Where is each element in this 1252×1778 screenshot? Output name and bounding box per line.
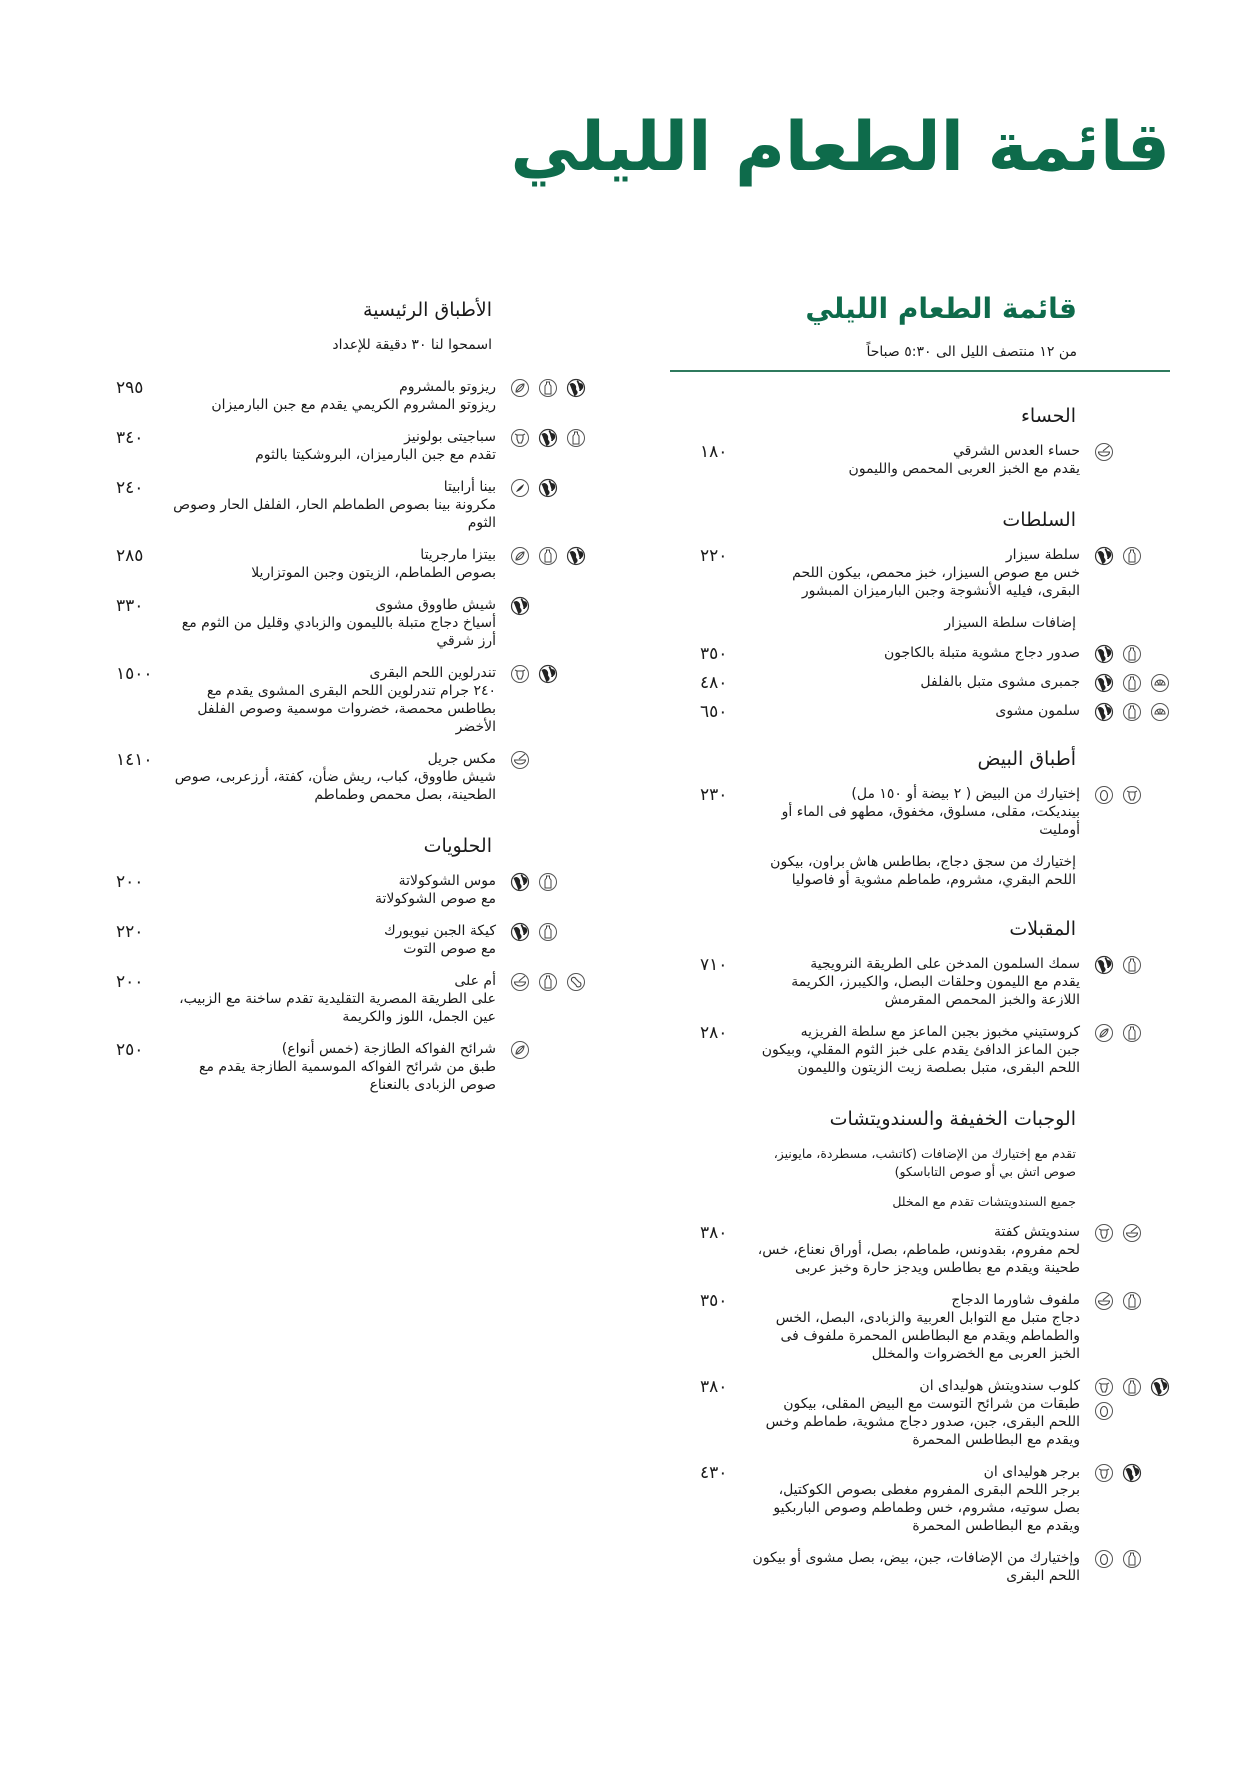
menu-item-text — [166, 972, 496, 1026]
menu-item-description: برجر اللحم البقرى المفروم مغطى بصوص الكوكتيل، بصل سوتيه، مشروم، خس وطماطم وصوص الباربكيو ويقدم مع البطاطس المحمرة — [773, 1482, 1080, 1534]
menu-item — [700, 644, 1180, 664]
menu-item — [700, 702, 1180, 722]
globe-icon — [510, 596, 530, 616]
bottle-icon — [1122, 955, 1142, 975]
menu-item-name: سلمون مشوى — [995, 703, 1080, 719]
menu-item-text — [166, 750, 496, 804]
globe-icon — [1094, 673, 1114, 693]
dietary-icons — [510, 1040, 600, 1060]
globe-icon — [566, 546, 586, 566]
globe-icon — [538, 428, 558, 448]
bowl-icon — [510, 750, 530, 770]
dietary-icons — [510, 378, 600, 398]
section-heading: الأطباق الرئيسية — [363, 299, 492, 321]
dietary-icons — [1094, 673, 1184, 693]
menu-item-price: ٣٣٠ — [116, 596, 144, 616]
menu-item-text — [750, 546, 1080, 600]
menu-item-name: كلوب سندويتش هوليداى ان — [919, 1378, 1080, 1394]
bottle-icon — [1122, 702, 1142, 722]
menu-item-name: سندويتش كفتة — [994, 1224, 1080, 1240]
globe-icon — [510, 872, 530, 892]
peanut-icon — [566, 972, 586, 992]
menu-item-name: جمبرى مشوى متبل بالفلفل — [920, 674, 1080, 690]
globe-icon — [1094, 955, 1114, 975]
bottle-icon — [538, 546, 558, 566]
menu-item-text — [166, 546, 496, 582]
menu-item-price: ٢٨٠ — [700, 1023, 728, 1043]
dietary-icons — [1094, 702, 1184, 722]
shell-icon — [1150, 702, 1170, 722]
dietary-icons — [1094, 1023, 1184, 1043]
left-column — [116, 282, 596, 1108]
menu-item-text — [166, 922, 496, 958]
globe-icon — [1094, 546, 1114, 566]
leaf-icon — [510, 378, 530, 398]
globe-icon — [1122, 1463, 1142, 1483]
menu-item — [700, 1223, 1180, 1277]
menu-item-price: ١٨٠ — [700, 442, 728, 462]
bottle-icon — [1122, 673, 1142, 693]
cow-icon — [510, 664, 530, 684]
section-note: جميع السندويتشات تقدم مع المخلل — [892, 1194, 1076, 1209]
prep-time-note: اسمحوا لنا ٣٠ دقيقة للإعداد — [332, 337, 492, 353]
bottle-icon — [538, 922, 558, 942]
menu-item-text — [750, 673, 1080, 691]
menu-item-price: ٢٩٥ — [116, 378, 144, 398]
dietary-icons — [1094, 785, 1184, 805]
menu-item-text — [750, 442, 1080, 478]
section-note: إختيارك من سجق دجاج، بطاطس هاش براون، بيكون اللحم البقري، مشروم، طماطم مشوية أو فاصوليا — [770, 854, 1076, 888]
menu-item-name: سلطة سيزار — [1005, 547, 1080, 563]
menu-item-description: مع صوص الشوكولاتة — [374, 891, 496, 907]
bottle-icon — [566, 428, 586, 448]
menu-item — [700, 1377, 1180, 1449]
dietary-icons — [510, 750, 600, 770]
cow-icon — [510, 428, 530, 448]
menu-item-name: سباجيتى بولونيز — [404, 429, 496, 445]
menu-item — [116, 596, 596, 650]
menu-item-text — [166, 596, 496, 650]
menu-item-price: ٢٠٠ — [116, 872, 144, 892]
menu-item-description: طبقات من شرائح التوست مع البيض المقلى، بيكون اللحم البقرى، جبن، صدور دجاج مشوية، طماطم وخس ويقدم مع البطاطس المحمرة — [765, 1396, 1080, 1448]
dietary-icons — [510, 664, 600, 684]
hours-subtitle: من ١٢ منتصف الليل الى ٥:٣٠ صباحاً — [866, 344, 1077, 360]
menu-item — [700, 1023, 1180, 1077]
menu-item-name: صدور دجاج مشوية متبلة بالكاجون — [883, 645, 1080, 661]
globe-icon — [1150, 1377, 1170, 1397]
leaf-icon — [510, 1040, 530, 1060]
menu-item-name: برجر هوليداى ان — [983, 1464, 1080, 1480]
menu-item — [700, 785, 1180, 839]
dietary-icons — [510, 972, 600, 992]
menu-item-price: ٢٣٠ — [700, 785, 728, 805]
menu-item-price: ٣٨٠ — [700, 1223, 728, 1243]
menu-item-name: أم على — [454, 973, 496, 989]
bottle-icon — [538, 972, 558, 992]
menu-item-name: شيش طاووق مشوى — [375, 597, 496, 613]
menu-item-name: بينا أرابيتا — [443, 479, 496, 495]
menu-item-description: على الطريقة المصرية التقليدية تقدم ساخنة مع الزبيب، عين الجمل، اللوز والكريمة — [179, 991, 496, 1025]
menu-item — [700, 546, 1180, 600]
menu-item-name: مكس جريل — [427, 751, 496, 767]
bowl-icon — [1122, 1223, 1142, 1243]
menu-item-name: شرائح الفواكه الطازجة (خمس أنواع) — [281, 1041, 496, 1057]
dietary-icons — [510, 596, 600, 616]
menu-item-text — [166, 378, 496, 414]
menu-item-name: كروستيني مخبوز بجبن الماعز مع سلطة الفريزيه — [800, 1024, 1080, 1040]
globe-icon — [538, 478, 558, 498]
menu-item — [116, 750, 596, 804]
section-title: قائمة الطعام الليلي — [805, 292, 1077, 325]
menu-item-price: ٤٣٠ — [700, 1463, 728, 1483]
menu-item-text — [750, 1023, 1080, 1077]
menu-item-text — [750, 1291, 1080, 1363]
menu-item-text — [750, 1223, 1080, 1277]
menu-item-description: يقدم مع الليمون وحلقات البصل، والكيبرز، الكريمة اللازعة والخبز المحمص المقرمش — [791, 974, 1080, 1008]
chili-icon — [510, 478, 530, 498]
page-title: قائمة الطعام الليلي — [510, 108, 1170, 187]
menu-item-text — [166, 1040, 496, 1094]
menu-item-description: لحم مفروم، بقدونس، طماطم، بصل، أوراق نعناع، خس، طحينة ويقدم مع بطاطس ويدجز حارة وخبز عربى — [757, 1242, 1080, 1276]
menu-item-description: تقدم مع جبن البارميزان، البروشكيتا بالثوم — [255, 447, 496, 463]
menu-item-text — [750, 785, 1080, 839]
menu-item — [116, 872, 596, 908]
menu-item — [700, 1549, 1180, 1585]
menu-item-description: بصوص الطماطم، الزيتون وجبن الموتزاريلا — [251, 565, 496, 581]
menu-item-text — [166, 428, 496, 464]
menu-item-description: ٢٤٠ جرام تندرلوين اللحم البقرى المشوى يقدم مع بطاطس محمصة، خضروات موسمية وصوص الفلفل الأخضر — [197, 683, 496, 735]
menu-item-price: ٢٥٠ — [116, 1040, 144, 1060]
menu-item-price: ٢٢٠ — [116, 922, 144, 942]
dietary-icons — [1094, 955, 1184, 975]
menu-item-description: طبق من شرائح الفواكه الموسمية الطازجة يقدم مع صوص الزبادى بالنعناع — [199, 1059, 496, 1093]
bottle-icon — [538, 872, 558, 892]
bottle-icon — [1122, 1549, 1142, 1569]
menu-item-text — [750, 1549, 1080, 1585]
leaf-icon — [510, 546, 530, 566]
menu-item-price: ٣٥٠ — [700, 644, 728, 664]
section-heading: الحساء — [1020, 405, 1076, 427]
menu-item-name: وإختيارك من الإضافات، جبن، بيض، بصل مشوى أو بيكون اللحم البقرى — [752, 1550, 1080, 1584]
menu-item-text — [750, 644, 1080, 662]
menu-item-description: ريزوتو المشروم الكريمي يقدم مع جبن البارميزان — [211, 397, 496, 413]
section-heading: أطباق البيض — [977, 748, 1076, 770]
menu-item-text — [750, 702, 1080, 720]
egg-icon — [1094, 785, 1114, 805]
menu-item-price: ٣٤٠ — [116, 428, 144, 448]
menu-item-name: ملفوف شاورما الدجاج — [951, 1292, 1080, 1308]
menu-item-price: ١٥٠٠ — [116, 664, 153, 684]
menu-item-text — [750, 955, 1080, 1009]
menu-item — [700, 442, 1180, 478]
dietary-icons — [1094, 1463, 1184, 1483]
menu-item-price: ٣٥٠ — [700, 1291, 728, 1311]
menu-item-name: موس الشوكولاتة — [398, 873, 496, 889]
dietary-icons — [1094, 442, 1184, 462]
menu-item-price: ٧١٠ — [700, 955, 728, 975]
menu-item-description: شيش طاووق، كباب، ريش ضأن، كفتة، أرزعربى، صوص الطحينة، بصل محمص وطماطم — [174, 769, 496, 803]
divider — [670, 370, 1170, 372]
bottle-icon — [1122, 644, 1142, 664]
cow-icon — [1094, 1463, 1114, 1483]
globe-icon — [1094, 644, 1114, 664]
menu-item-text — [166, 478, 496, 532]
menu-item — [116, 972, 596, 1026]
dietary-icons — [1094, 546, 1184, 566]
bowl-icon — [1094, 1291, 1114, 1311]
menu-item — [116, 478, 596, 532]
menu-item-description: يقدم مع الخبز العربى المحمص والليمون — [848, 461, 1080, 477]
menu-item-price: ١٤١٠ — [116, 750, 153, 770]
menu-item-text — [166, 664, 496, 736]
bottle-icon — [1122, 1291, 1142, 1311]
cow-icon — [1122, 785, 1142, 805]
dietary-icons — [1094, 1223, 1184, 1243]
menu-item — [700, 673, 1180, 693]
bottle-icon — [1122, 1023, 1142, 1043]
menu-item — [116, 664, 596, 736]
menu-item-name: إختيارك من البيض ( ٢ بيضة أو ١٥٠ مل) — [851, 786, 1080, 802]
section-heading: السلطات — [1002, 509, 1076, 531]
menu-item — [700, 1463, 1180, 1535]
menu-item-description: خس مع صوص السيزار، خبز محمص، بيكون اللحم البقرى، فيليه الأنشوجة وجبن البارميزان المبشور — [792, 565, 1080, 599]
right-column — [700, 388, 1180, 1594]
menu-item-name: كيكة الجبن نيويورك — [384, 923, 496, 939]
bowl-icon — [510, 972, 530, 992]
menu-item-name: حساء العدس الشرقي — [953, 443, 1080, 459]
section-heading: المقبلات — [1009, 918, 1076, 940]
menu-item-price: ٦٥٠ — [700, 702, 728, 722]
menu-item — [700, 955, 1180, 1009]
dietary-icons — [1094, 644, 1184, 664]
bowl-icon — [1094, 442, 1114, 462]
dietary-icons — [510, 478, 600, 498]
egg-icon — [1094, 1549, 1114, 1569]
dietary-icons — [510, 546, 600, 566]
menu-item-description: مكرونة بينا بصوص الطماطم الحار، الفلفل الحار وصوص الثوم — [173, 497, 496, 531]
dietary-icons — [1094, 1291, 1184, 1311]
cow-icon — [1094, 1377, 1114, 1397]
menu-item-description: جبن الماعز الدافئ يقدم على خبز الثوم المقلي، وبيكون اللحم البقرى، متبل بصلصة زيت الزيتون والليمون — [761, 1042, 1080, 1076]
menu-item — [116, 1040, 596, 1094]
globe-icon — [566, 378, 586, 398]
bottle-icon — [1122, 1377, 1142, 1397]
menu-item-price: ٢٢٠ — [700, 546, 728, 566]
menu-item-name: سمك السلمون المدخن على الطريقة النرويجية — [810, 956, 1080, 972]
globe-icon — [1094, 702, 1114, 722]
globe-icon — [538, 664, 558, 684]
menu-item-text — [166, 872, 496, 908]
menu-item-description: مع صوص التوت — [403, 941, 496, 957]
menu-item-description: أسياخ دجاج متبلة بالليمون والزبادي وقليل من الثوم مع أرز شرقي — [181, 615, 496, 649]
dietary-icons — [510, 872, 600, 892]
menu-item-description: بينديكت، مقلى، مسلوق، مخفوق، مطهو فى الماء أو أومليت — [781, 804, 1080, 838]
menu-item — [116, 546, 596, 582]
globe-icon — [510, 922, 530, 942]
menu-item-price: ٢٨٥ — [116, 546, 144, 566]
dietary-icons — [1094, 1377, 1184, 1421]
menu-item — [116, 378, 596, 414]
menu-item-name: تندرلوين اللحم البقرى — [369, 665, 496, 681]
menu-item-description: دجاج متبل مع التوابل العربية والزبادى، البصل، الخس والطماطم ويقدم مع البطاطس المحمرة ملفوف فى الخبز العربى مع الخضروات والمخلل — [775, 1310, 1080, 1362]
menu-item-price: ٢٠٠ — [116, 972, 144, 992]
menu-item-price: ٣٨٠ — [700, 1377, 728, 1397]
menu-item-name: ريزوتو بالمشروم — [399, 379, 496, 395]
dietary-icons — [510, 428, 600, 448]
menu-item-price: ٢٤٠ — [116, 478, 144, 498]
dietary-icons — [510, 922, 600, 942]
section-note: تقدم مع إختيارك من الإضافات (كاتشب، مسطردة، مايونيز، صوص اتش بي أو صوص التاباسكو) — [773, 1146, 1076, 1179]
menu-item-text — [750, 1377, 1080, 1449]
menu-item-text — [750, 1463, 1080, 1535]
cow-icon — [1094, 1223, 1114, 1243]
bottle-icon — [538, 378, 558, 398]
dietary-icons — [1094, 1549, 1184, 1569]
section-heading: الحلويات — [423, 835, 492, 857]
menu-item-price: ٤٨٠ — [700, 673, 728, 693]
shell-icon — [1150, 673, 1170, 693]
menu-item — [116, 922, 596, 958]
menu-item-name: بيتزا مارجريتا — [420, 547, 496, 563]
menu-item — [116, 428, 596, 464]
section-note: إضافات سلطة السيزار — [944, 615, 1076, 631]
section-heading: الوجبات الخفيفة والسندويتشات — [829, 1108, 1076, 1130]
leaf-icon — [1094, 1023, 1114, 1043]
egg-icon — [1094, 1401, 1114, 1421]
bottle-icon — [1122, 546, 1142, 566]
menu-item — [700, 1291, 1180, 1363]
